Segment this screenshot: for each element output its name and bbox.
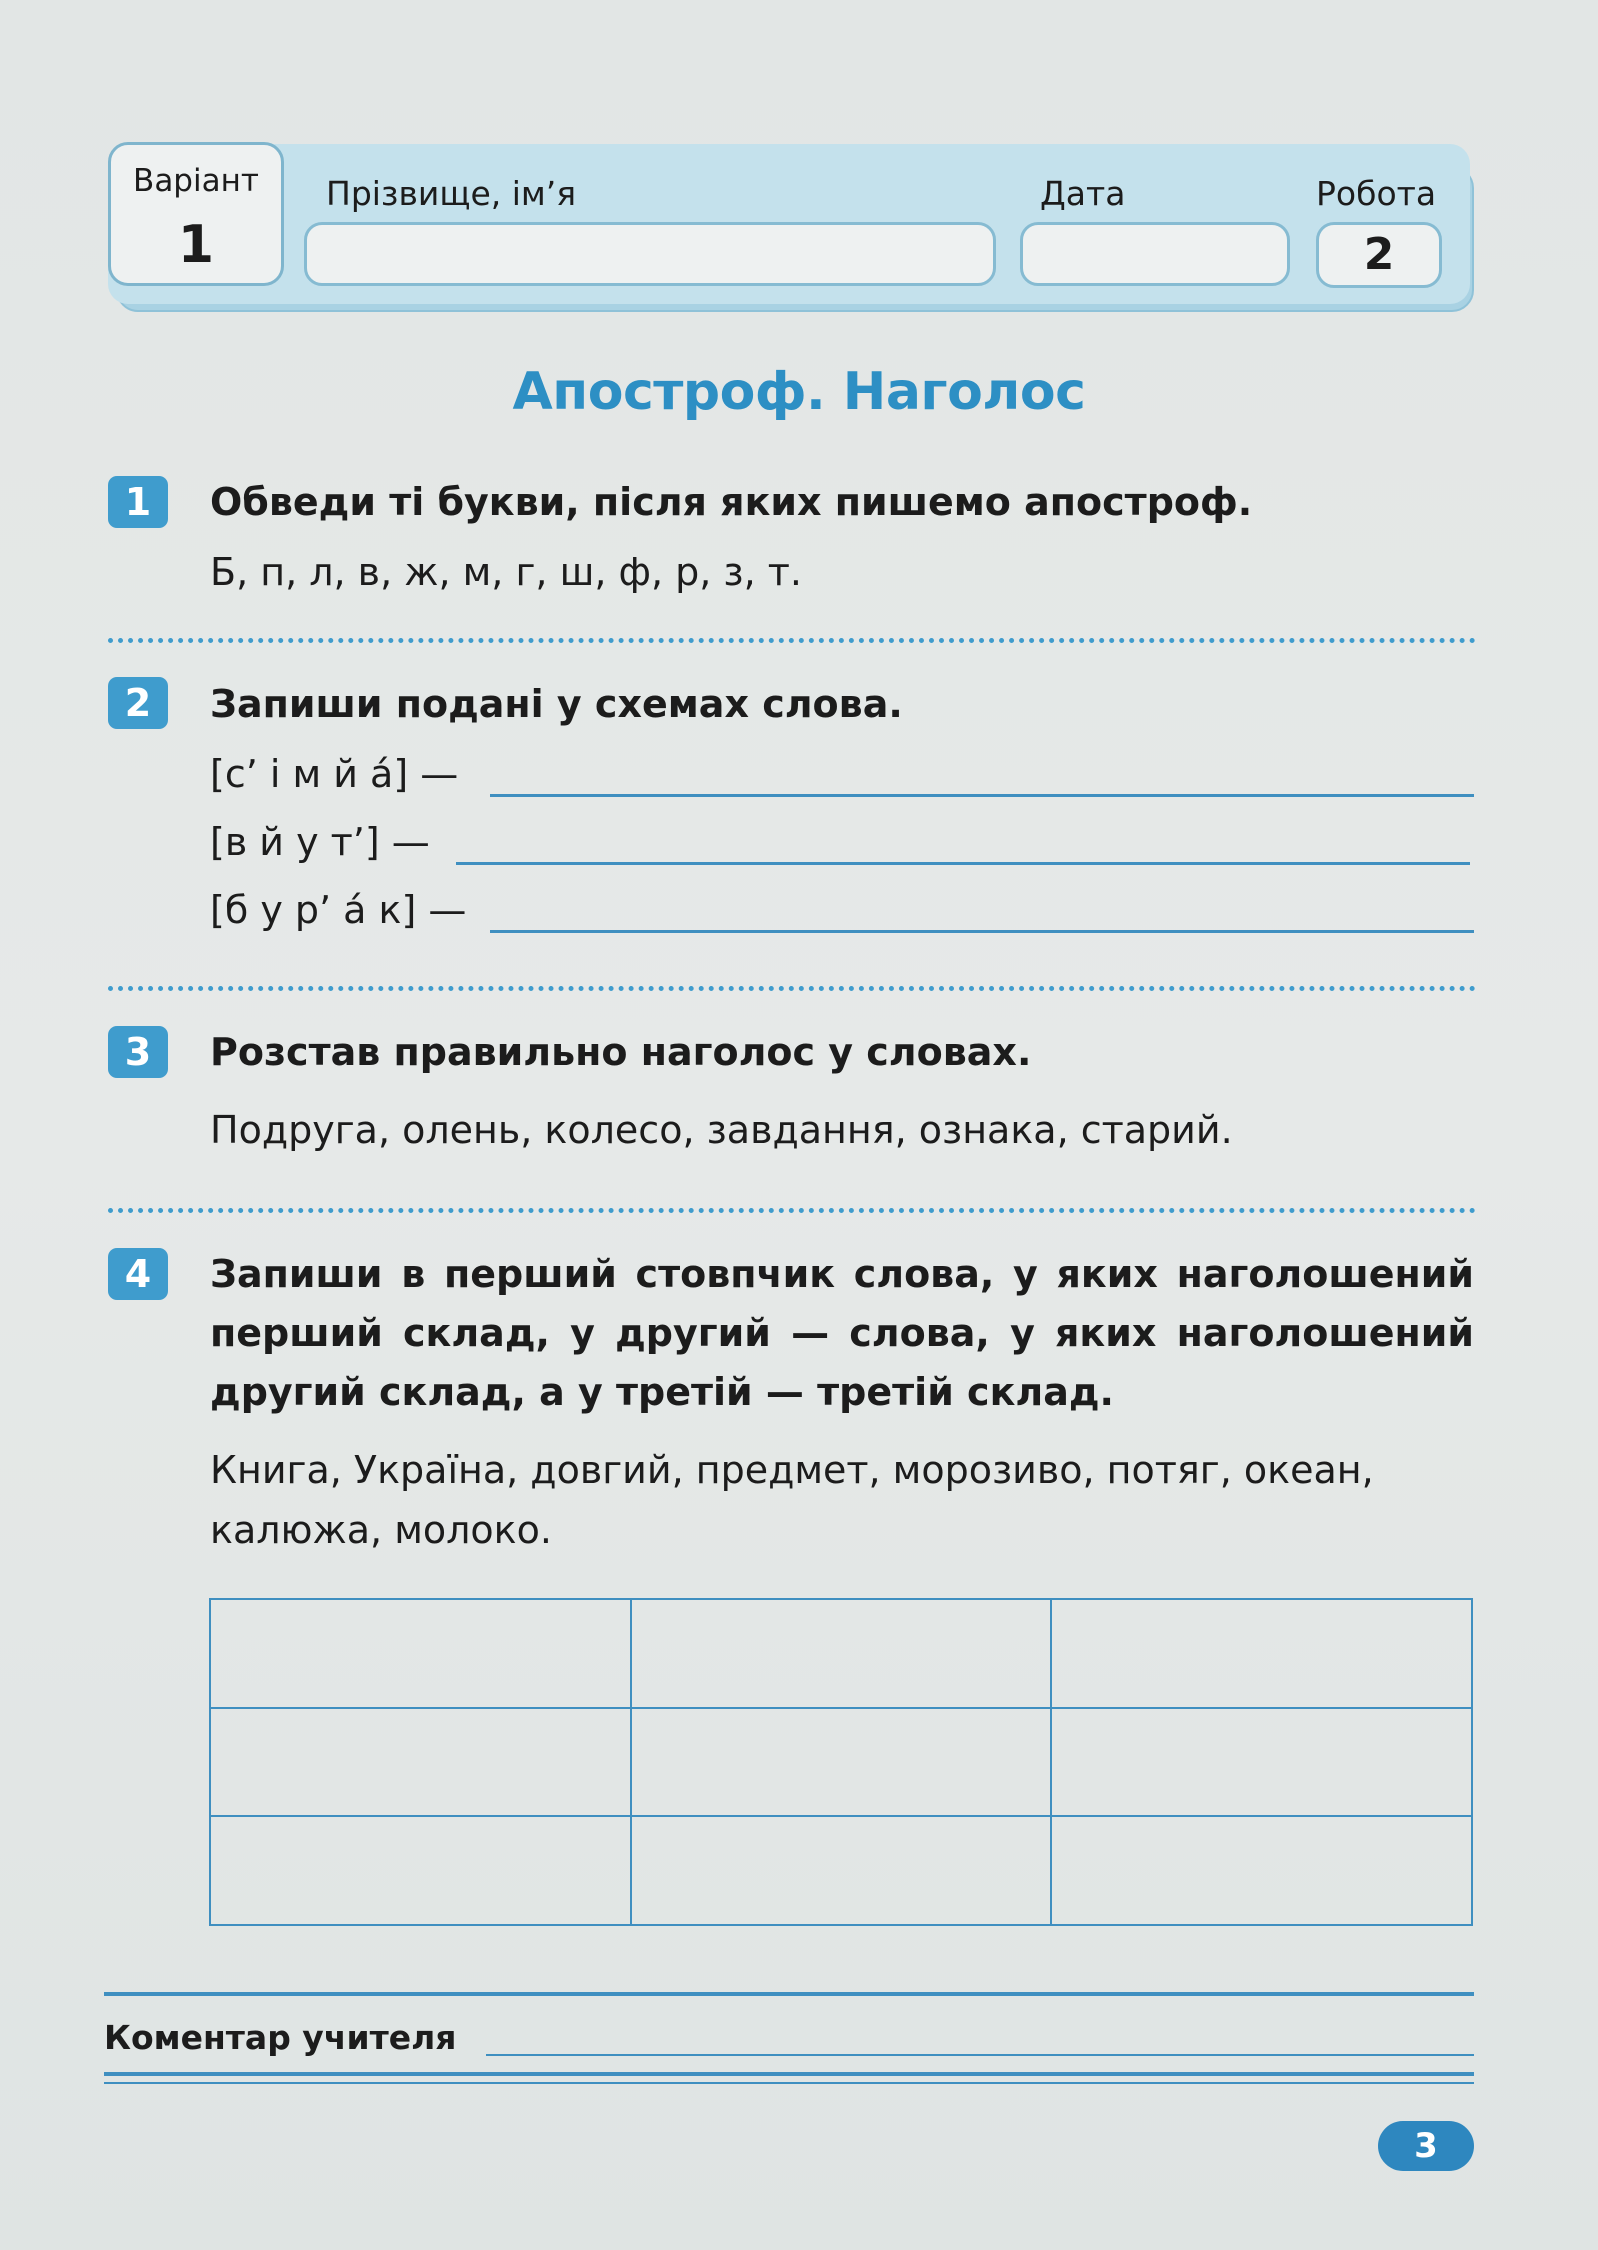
- answer-line[interactable]: [490, 930, 1474, 933]
- word-scheme: [с’ і м й а́] —: [210, 752, 459, 796]
- task-number-badge: 1: [108, 476, 168, 528]
- table-cell[interactable]: [631, 1816, 1052, 1925]
- table-cell[interactable]: [210, 1599, 631, 1708]
- table-cell[interactable]: [1051, 1708, 1472, 1817]
- task-4-words-line: Книга, Україна, довгий, предмет, морозиво, потяг, океан,: [210, 1448, 1374, 1492]
- date-label: Дата: [1040, 174, 1126, 213]
- date-field[interactable]: [1020, 222, 1290, 286]
- table-cell[interactable]: [1051, 1816, 1472, 1925]
- footer-rule: [104, 1992, 1474, 1996]
- page-number: 3: [1378, 2121, 1474, 2171]
- task-1-letters: Б, п, л, в, ж, м, г, ш, ф, р, з, т.: [210, 550, 803, 594]
- task-1-title: Обведи ті букви, після яких пишемо апостроф.: [210, 480, 1253, 524]
- task-number-badge: 2: [108, 677, 168, 729]
- teacher-comment-line[interactable]: [486, 2054, 1474, 2056]
- work-number-box: [1316, 222, 1442, 288]
- dotted-divider: [108, 1208, 1476, 1213]
- word-scheme: [б у р’ а́ к] —: [210, 888, 467, 932]
- task-4-title-line: перший склад, у другий — слова, у яких наголошений: [210, 1311, 1474, 1355]
- name-label: Прізвище, ім’я: [326, 174, 577, 213]
- task-2-title: Запиши подані у схемах слова.: [210, 682, 903, 726]
- variant-number: 1: [177, 215, 215, 275]
- task-number-badge: 3: [108, 1026, 168, 1078]
- work-label: Робота: [1316, 174, 1437, 213]
- task-number-badge: 4: [108, 1248, 168, 1300]
- variant-label: Варіант: [133, 163, 259, 199]
- name-field[interactable]: [304, 222, 996, 286]
- table-cell[interactable]: [631, 1599, 1052, 1708]
- teacher-comment-label: Коментар учителя: [104, 2018, 457, 2057]
- table-cell[interactable]: [631, 1708, 1052, 1817]
- task-3-words: Подруга, олень, колесо, завдання, ознака, старий.: [210, 1108, 1233, 1152]
- answer-line[interactable]: [456, 862, 1470, 865]
- table-cell[interactable]: [210, 1708, 631, 1817]
- task-4-title-line: другий склад, а у третій — третій склад.: [210, 1370, 1114, 1414]
- task-4-words-line: калюжа, молоко.: [210, 1508, 552, 1552]
- task-3-title: Розстав правильно наголос у словах.: [210, 1030, 1032, 1074]
- variant-box: [108, 142, 284, 286]
- page-title: Апостроф. Наголос: [512, 362, 1086, 422]
- answer-line[interactable]: [490, 794, 1474, 797]
- footer-rule: [104, 2082, 1474, 2084]
- dotted-divider: [108, 986, 1476, 991]
- table-cell[interactable]: [1051, 1599, 1472, 1708]
- footer-rule: [104, 2072, 1474, 2076]
- word-scheme: [в й у т’] —: [210, 820, 430, 864]
- answer-table: [209, 1598, 1473, 1926]
- work-number: 2: [1363, 229, 1395, 280]
- dotted-divider: [108, 638, 1476, 643]
- table-cell[interactable]: [210, 1816, 631, 1925]
- task-4-title-line: Запиши в перший стовпчик слова, у яких наголошений: [210, 1252, 1474, 1296]
